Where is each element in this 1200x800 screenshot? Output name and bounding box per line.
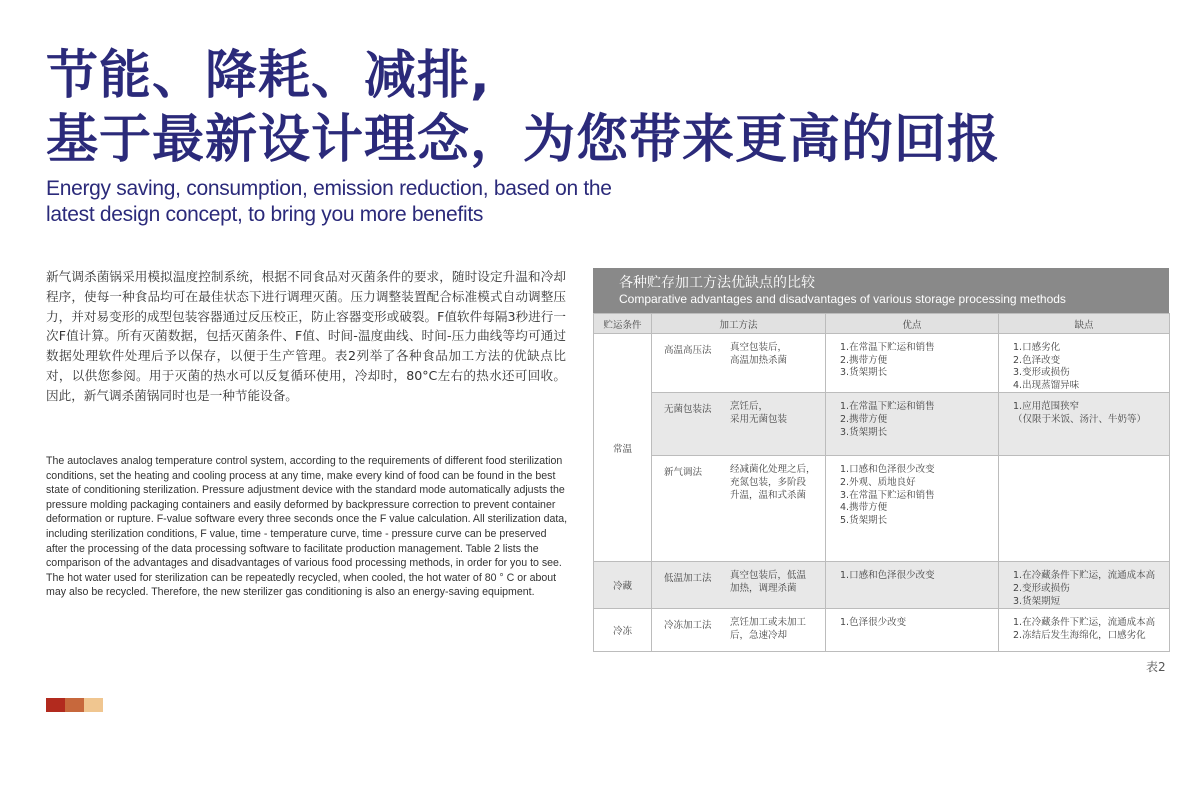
pros-cell: [826, 393, 999, 456]
table-footnote: 表2: [1146, 660, 1166, 674]
cons-item: 3.变形或损伤: [1013, 367, 1070, 379]
condition-ambient: 常温: [594, 334, 652, 562]
table-title-en: Comparative advantages and disadvantages of various storage processing methods: [619, 292, 1066, 306]
col-header-pros: 优点: [826, 314, 999, 334]
method-description-line: 烹饪后，: [730, 401, 769, 413]
method-description-line: 充氮包装，多阶段: [730, 476, 807, 488]
cons-list: [999, 456, 1169, 464]
pros-item: 1.口感和色泽很少改变: [840, 464, 935, 476]
method-description: [730, 342, 825, 367]
pros-cell: [826, 456, 999, 562]
col-header-method: 加工方法: [652, 314, 826, 334]
pros-item: 4.携带方便: [840, 502, 888, 514]
col-header-condition: 贮运条件: [594, 314, 652, 334]
method-description: [730, 570, 825, 595]
method-description-line: 真空包装后，: [730, 342, 788, 353]
method-description-line: 真空包装后，低温: [730, 570, 807, 582]
pros-list: [826, 393, 998, 439]
col-header-cons: 缺点: [999, 314, 1170, 334]
method-cell: [652, 609, 826, 652]
pros-item: 2.外观、质地良好: [840, 476, 916, 488]
pros-cell: [826, 562, 999, 609]
swatch-red: [46, 698, 65, 712]
pros-item: 1.色泽很少改变: [840, 617, 907, 629]
pros-item: 3.在常温下贮运和销售: [840, 489, 935, 501]
method-description-line: 经减菌化处理之后，: [730, 464, 816, 476]
method-description-line: 加热，调理杀菌: [730, 582, 797, 594]
method-name: 高温高压法: [664, 345, 712, 356]
method-name: 低温加工法: [664, 573, 712, 585]
cons-item: 1.在冷藏条件下贮运，流通成本高: [1013, 570, 1156, 582]
pros-item: 5.货架期长: [840, 514, 888, 526]
method-description: [730, 617, 825, 642]
method-cell: [652, 456, 826, 562]
method-description-line: 采用无菌包装: [730, 413, 788, 425]
table-row: [594, 609, 1170, 652]
cons-list: [999, 393, 1169, 426]
pros-cell: [826, 609, 999, 652]
cons-list: [999, 334, 1169, 392]
method-name: 冷冻加工法: [664, 620, 712, 632]
pros-item: 3.货架期长: [840, 426, 888, 438]
condition-refrigerated: 冷藏: [594, 562, 652, 609]
cons-cell: [999, 334, 1170, 393]
pros-item: 1.在常温下贮运和销售: [840, 342, 935, 353]
table-header: [593, 268, 1169, 313]
table-row: [594, 393, 1170, 456]
method-description: [730, 401, 825, 426]
method-description-line: 升温，温和式杀菌: [730, 489, 807, 501]
pros-list: [826, 562, 998, 583]
pros-cell: [826, 334, 999, 393]
pros-item: 2.携带方便: [840, 354, 888, 366]
body-text-cn: 新气调杀菌锅采用模拟温度控制系统，根据不同食品对灭菌条件的要求，随时设定升温和冷却程序，使每一种食品均可在最佳状态下进行调理灭菌。压力调整装置配合标准模式自动调整压力，并对易变形的成型包装容器通过反压校正，防止容器变形或破裂。F值软件每隔3秒进行一次F值计算。所有灭菌数据，包括灭菌条件、F值、时间-温度曲线、时间-压力曲线等均可通过数据处理软件处理后予以保存，以便于生产管理。表2列举了各种食品加工方法的优缺点比对，以供您参阅。用于灭菌的热水可以反复循环使用，冷却时，80°C左右的热水还可回收。因此，新气调杀菌锅同时也是一种节能设备。: [46, 269, 566, 403]
cons-item: （仅限于米饭、汤汁、牛奶等）: [1013, 413, 1147, 425]
table-grid: [593, 313, 1170, 652]
cons-item: 1.口感劣化: [1013, 342, 1061, 353]
table-title-cn: 各种贮存加工方法优缺点的比较: [619, 275, 815, 291]
cons-list: [999, 562, 1169, 608]
cons-item: 2.色泽改变: [1013, 354, 1061, 366]
cons-cell: [999, 456, 1170, 562]
color-swatches: [46, 698, 103, 712]
swatch-peach: [84, 698, 103, 712]
headline: [46, 44, 1000, 228]
pros-item: 1.在常温下贮运和销售: [840, 401, 935, 413]
method-description-line: 烹饪加工或未加工: [730, 617, 807, 629]
pros-item: 2.携带方便: [840, 413, 888, 425]
method-name: 无菌包装法: [664, 404, 712, 416]
cons-item: 1.应用范围狭窄: [1013, 401, 1080, 413]
table-row: [594, 456, 1170, 562]
method-cell: [652, 334, 826, 393]
body-text-en: [46, 454, 568, 600]
headline-en: Energy saving, consumption, emission reduction, based on the latest design concept, to bring you more benefits: [46, 177, 612, 226]
cons-cell: [999, 562, 1170, 609]
headline-cn-line1: 节能、降耗、减排,: [46, 46, 491, 106]
cons-item: 2.变形或损伤: [1013, 582, 1070, 594]
body-en-paragraph-2: The hot water used for sterilization can be repeatedly recycled, when cooled, the hot water of 80 ° C or about may also be recycled. Therefore, the new sterilizer gas conditioning is also an energy-saving equipment.: [46, 571, 557, 599]
swatch-orange: [65, 698, 84, 712]
cons-item: 3.货架期短: [1013, 595, 1061, 607]
method-description: [730, 464, 825, 502]
cons-item: 1.在冷藏条件下贮运，流通成本高: [1013, 617, 1156, 629]
condition-frozen: 冷冻: [594, 609, 652, 652]
pros-list: [826, 456, 998, 527]
method-description-line: 高温加热杀菌: [730, 354, 788, 366]
cons-list: [999, 609, 1169, 642]
cons-item: 4.出现蒸馏异味: [1013, 379, 1080, 391]
cons-item: 2.冻结后发生海绵化，口感劣化: [1013, 629, 1146, 641]
method-description-line: 后，急速冷却: [730, 629, 788, 641]
cons-cell: [999, 393, 1170, 456]
table-row: [594, 562, 1170, 609]
body-en-paragraph-1: The autoclaves analog temperature control system, according to the requirements of different food sterilization conditions, set the heating and cooling process at any time, make every kind of food can be found in the best state of conditioning sterilization. Pressure adjustment device with the standard mode automatically adjusts the pressure molding packaging containers and easily deformed by backpressure correction to prevent container deformation or rupture. F-value software every three seconds once the F value calculation. All sterilization data, including sterilization conditions, F value, time - temperature curve, time - pressure curve can be preserved after the processing of the data processing software to facilitate production management. Table 2 lists the comparison of the advantages and disadvantages of various food processing methods, in order for you to see.: [46, 455, 568, 570]
pros-item: 3.货架期长: [840, 367, 888, 379]
pros-list: [826, 334, 998, 380]
method-name: 新气调法: [664, 467, 703, 479]
pros-list: [826, 609, 998, 630]
table-row: [594, 334, 1170, 393]
cons-cell: [999, 609, 1170, 652]
method-cell: [652, 393, 826, 456]
pros-item: 1.口感和色泽很少改变: [840, 570, 935, 582]
method-cell: [652, 562, 826, 609]
comparison-table: [593, 268, 1169, 652]
headline-cn-line2: 基于最新设计理念，为您带来更高的回报: [46, 110, 1001, 170]
